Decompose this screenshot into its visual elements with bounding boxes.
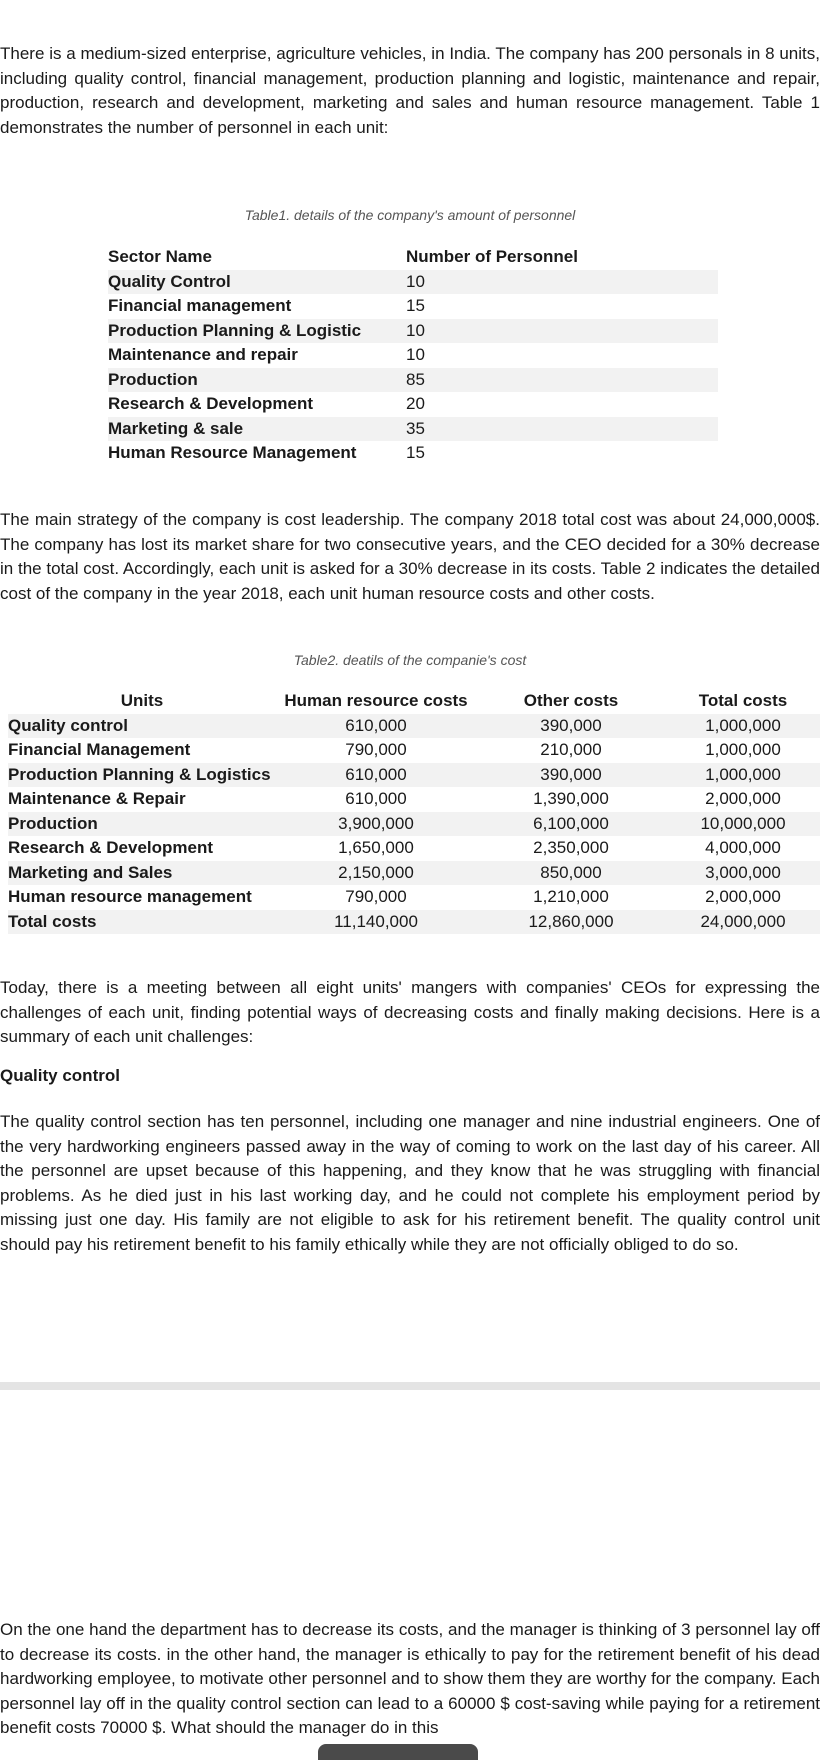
other-cost: 2,350,000 [533,838,609,857]
table-row [8,714,820,739]
column-header: Human resource costs [284,691,468,710]
unit-name: Production Planning & Logistics [8,763,276,788]
personnel-count: 20 [406,394,425,413]
table-row [8,738,820,763]
unit-name: Total costs [8,910,276,935]
sector-name: Research & Development [108,394,314,413]
personnel-count: 10 [406,345,425,364]
quality-control-paragraph: The quality control section has ten personnel, including one manager and nine industrial engineers. One of the very hardworking engineers passed away in the way of coming to work on the last day of his career. All the personnel are upset because of this happening, and they know that he was struggling with financial problems. As he died just in his last working day, and he could not complete his employment period by missing just one day. His family are not eligible to ask for his retirement benefit. The quality control unit should pay his retirement benefit to his family ethically while they are not officially obliged to do so. [0,1112,820,1254]
personnel-count: 10 [406,270,718,295]
table-row [8,763,820,788]
personnel-count: 35 [406,417,718,442]
hr-cost: 610,000 [276,763,476,788]
table-header-row [8,689,820,714]
cost-table [8,689,820,934]
unit-name: Research & Development [8,838,214,857]
table-header-row [108,245,718,270]
strategy-paragraph: The main strategy of the company is cost leadership. The company 2018 total cost was about 24,000,000$. The company has lost its market share for two consecutive years, and the CEO decided for a 30% decrease in the total cost. Accordingly, each unit is asked for a 30% decrease in its costs. Table 2 indicates the detailed cost of the company in the year 2018, each unit human resource costs and other costs. [0,510,820,603]
hr-cost: 11,140,000 [276,910,476,935]
column-header: Number of Personnel [406,247,578,266]
total-cost: 4,000,000 [705,838,781,857]
total-cost: 2,000,000 [705,789,781,808]
sector-name: Maintenance and repair [108,345,298,364]
other-cost: 210,000 [540,740,602,759]
other-cost: 390,000 [476,714,666,739]
total-cost: 1,000,000 [666,714,820,739]
table-row [108,294,718,319]
meeting-paragraph: Today, there is a meeting between all eight units' mangers with companies' CEOs for expressing the challenges of each unit, finding potential ways of decreasing costs and finally making decisions. Here is a summary of each unit challenges: [0,978,820,1046]
sector-name: Financial management [108,296,292,315]
hr-cost: 2,150,000 [276,861,476,886]
table-row [108,417,718,442]
unit-name: Quality control [8,714,276,739]
personnel-count: 85 [406,368,718,393]
sector-name: Production Planning & Logistic [108,319,406,344]
table-row [8,885,820,910]
table-row [108,368,718,393]
hr-cost: 790,000 [345,740,407,759]
other-cost: 6,100,000 [476,812,666,837]
table-row [8,787,820,812]
table-row-total [8,910,820,935]
hr-cost: 790,000 [345,887,407,906]
hr-cost: 1,650,000 [338,838,414,857]
quality-control-heading: Quality control [0,1066,120,1085]
total-cost: 2,000,000 [705,887,781,906]
table1-caption: Table1. details of the company's amount of personnel [244,207,576,223]
table2-caption: Table2. deatils of the companie's cost [293,652,527,668]
column-header: Sector Name [108,247,212,266]
total-cost: 1,000,000 [705,740,781,759]
sector-name: Marketing & sale [108,417,406,442]
table-row [108,270,718,295]
column-header: Total costs [698,691,788,710]
personnel-count: 10 [406,319,718,344]
other-cost: 12,860,000 [476,910,666,935]
total-cost: 10,000,000 [666,812,820,837]
unit-name: Marketing and Sales [8,861,276,886]
table-row [108,441,718,466]
hr-cost: 610,000 [345,789,407,808]
table-row [108,319,718,344]
other-cost: 1,390,000 [533,789,609,808]
sector-name: Production [108,368,406,393]
personnel-count: 15 [406,296,425,315]
sector-name: Quality Control [108,270,406,295]
table-row [8,861,820,886]
unit-name: Financial Management [8,740,191,759]
table-row [8,812,820,837]
other-cost: 390,000 [476,763,666,788]
table-row [108,343,718,368]
total-cost: 3,000,000 [666,861,820,886]
intro-paragraph: There is a medium-sized enterprise, agriculture vehicles, in India. The company has 200 personals in 8 units, including quality control, financial management, production planning and logistic, maintenance and repair, production, research and development, marketing and sales and human resource management. Table 1 demonstrates the number of personnel in each unit: [0,44,820,137]
unit-name: Production [8,812,276,837]
sector-name: Human Resource Management [108,443,357,462]
other-cost: 1,210,000 [533,887,609,906]
table-row [8,836,820,861]
page-divider [0,1382,820,1390]
other-cost: 850,000 [476,861,666,886]
total-cost: 24,000,000 [666,910,820,935]
page2-paragraph: On the one hand the department has to decrease its costs, and the manager is thinking of 3 personnel lay off to decrease its costs. in the other hand, the manager is ethically to pay for the retirement benefit of his dead hardworking employee, to motivate other personnel and to show them they are worthy for the company. Each personnel lay off in the quality control section can lead to a 60000 $ cost-saving while paying for a retirement benefit costs 70000 $. What should the manager do in this [0,1620,820,1737]
column-header: Units [120,691,164,710]
floating-toolbar[interactable] [318,1744,478,1760]
table-row [108,392,718,417]
unit-name: Maintenance & Repair [8,789,186,808]
document-page-2 [0,1390,820,1760]
hr-cost: 610,000 [276,714,476,739]
personnel-count: 15 [406,443,425,462]
hr-cost: 3,900,000 [276,812,476,837]
total-cost: 1,000,000 [666,763,820,788]
column-header: Other costs [523,691,619,710]
personnel-table [108,245,718,466]
unit-name: Human resource management [8,887,252,906]
